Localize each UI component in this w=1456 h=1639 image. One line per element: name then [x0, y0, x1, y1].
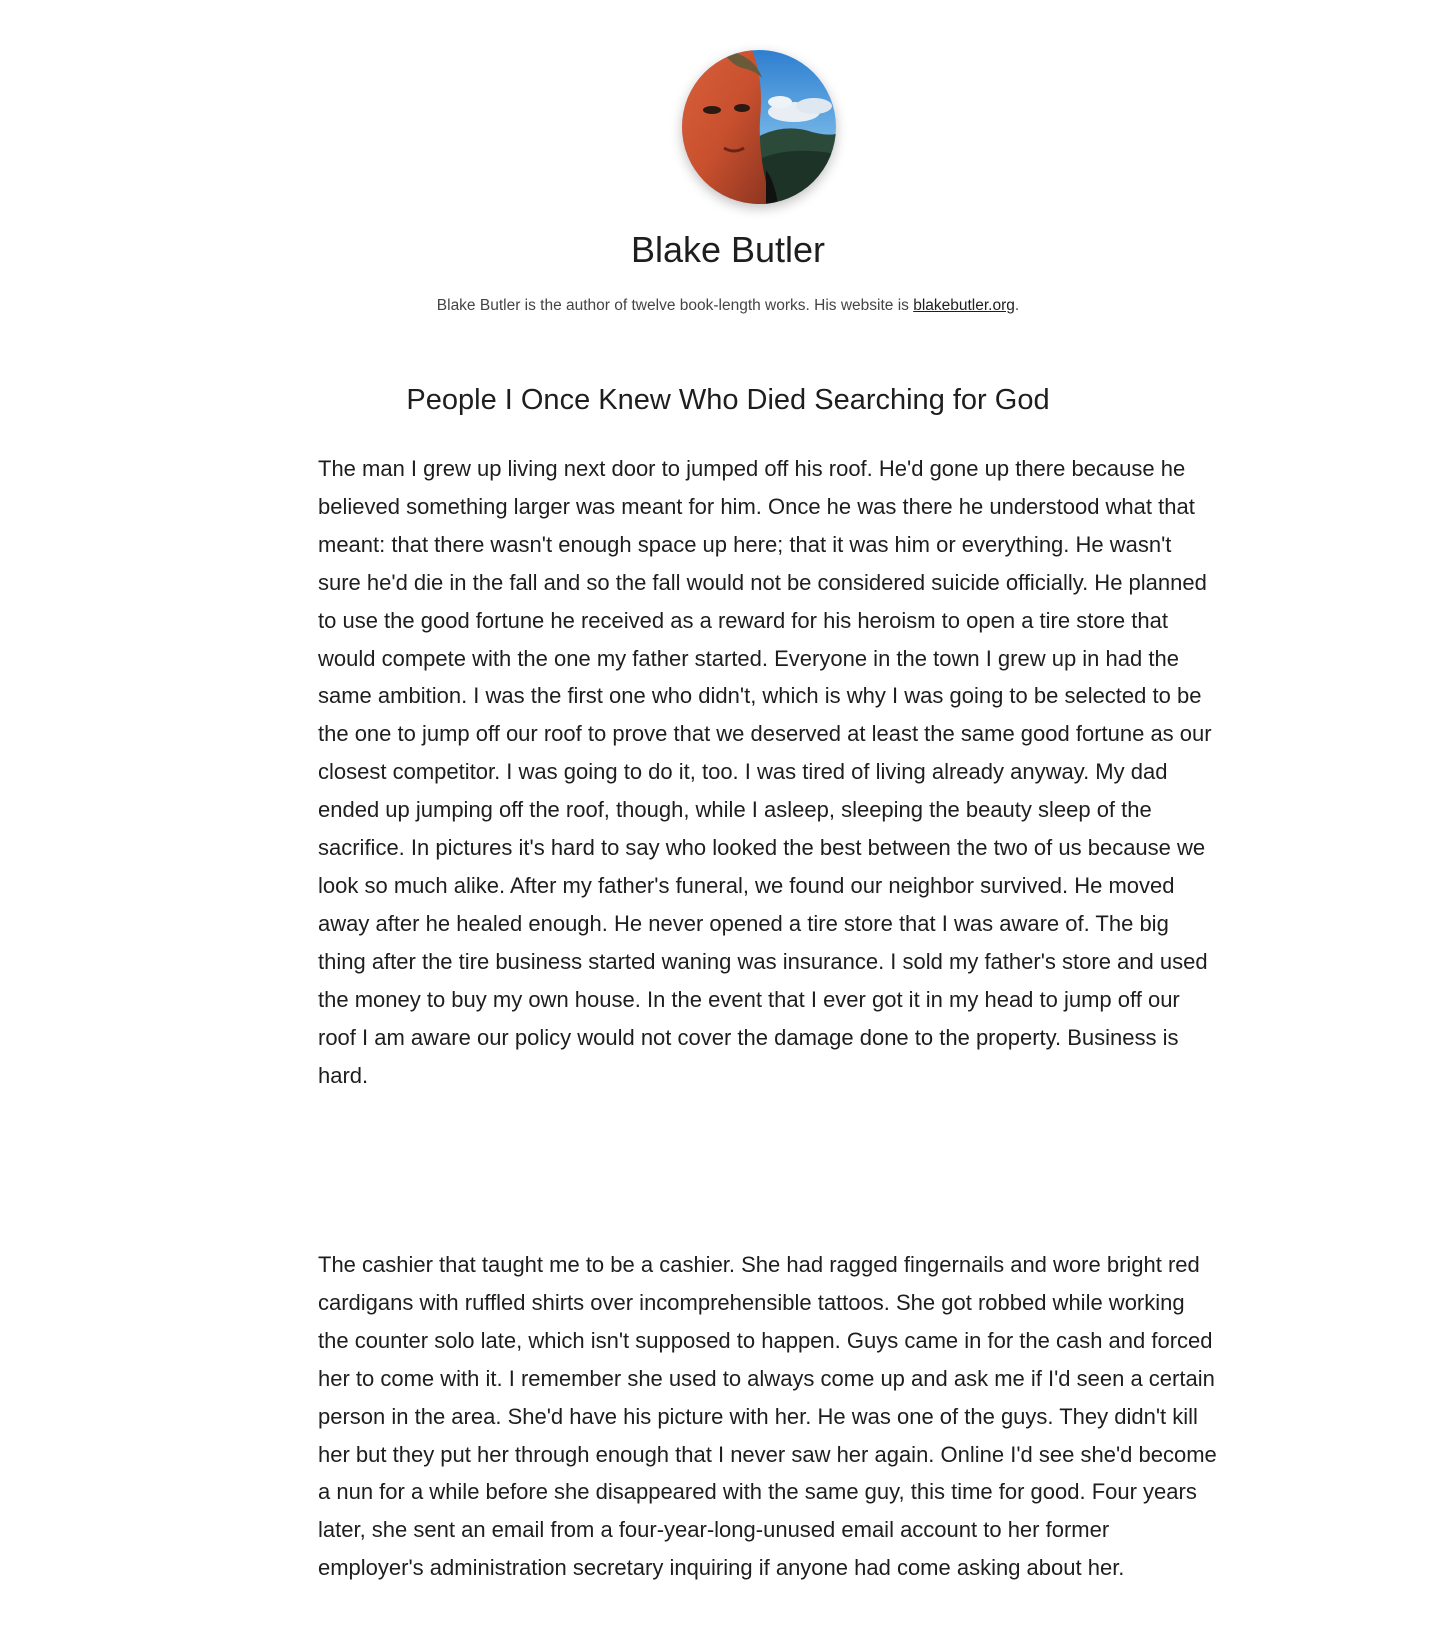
author-bio: [0, 295, 1456, 317]
story-paragraph: The man I grew up living next door to jumped off his roof. He'd gone up there because he believed something larger was meant for him. Once he was there he understood what that meant: that there wasn't enough space up here; that it was him or everything. He wasn't sure he'd die in the fall and so the fall would not be considered suicide officially. He planned to use the good fortune he received as a reward for his heroism to open a tire store that would compete with the one my father started. Everyone in the town I grew up in had the same ambition. I was the first one who didn't, which is why I was going to be selected to be the one to jump off our roof to prove that we deserved at least the same good fortune as our closest competitor. I was going to do it, too. I was tired of living already anyway. My dad ended up jumping off the roof, though, while I asleep, sleeping the beauty sleep of the sacrifice. In pictures it's hard to say who looked the best between the two of us because we look so much alike. After my father's funeral, we found our neighbor survived. He moved away after he healed enough. He never opened a tire store that I was aware of. The big thing after the tire business started waning was insurance. I sold my father's store and used the money to buy my own house. In the event that I ever got it in my head to jump off our roof I am aware our policy would not cover the damage done to the property. Business is hard.: [318, 456, 1212, 1088]
author-website-link[interactable]: blakebutler.org: [913, 297, 1015, 314]
author-bio-text: Blake Butler is the author of twelve book-length works. His website is: [436, 297, 914, 314]
story-paragraph: The cashier that taught me to be a cashier. She had ragged fingernails and wore bright red cardigans with ruffled shirts over incomprehensible tattoos. She got robbed while working the counter solo late, which isn't supposed to happen. Guys came in for the cash and forced her to come with it. I remember she used to always come up and ask me if I'd seen a certain person in the area. She'd have his picture with her. He was one of the guys. They didn't kill her but they put her through enough that I never saw her again. Online I'd see she'd become a nun for a while before she disappeared with the same guy, this time for good. Four years later, she sent an email from a four-year-long-unused email account to her former employer's administration secretary inquiring if anyone had come asking about her.: [318, 1252, 1217, 1581]
piece-title: People I Once Knew Who Died Searching for God: [406, 384, 1050, 416]
author-avatar: [682, 50, 836, 204]
author-name: Blake Butler: [630, 229, 826, 270]
author-bio-suffix: .: [1014, 297, 1020, 314]
